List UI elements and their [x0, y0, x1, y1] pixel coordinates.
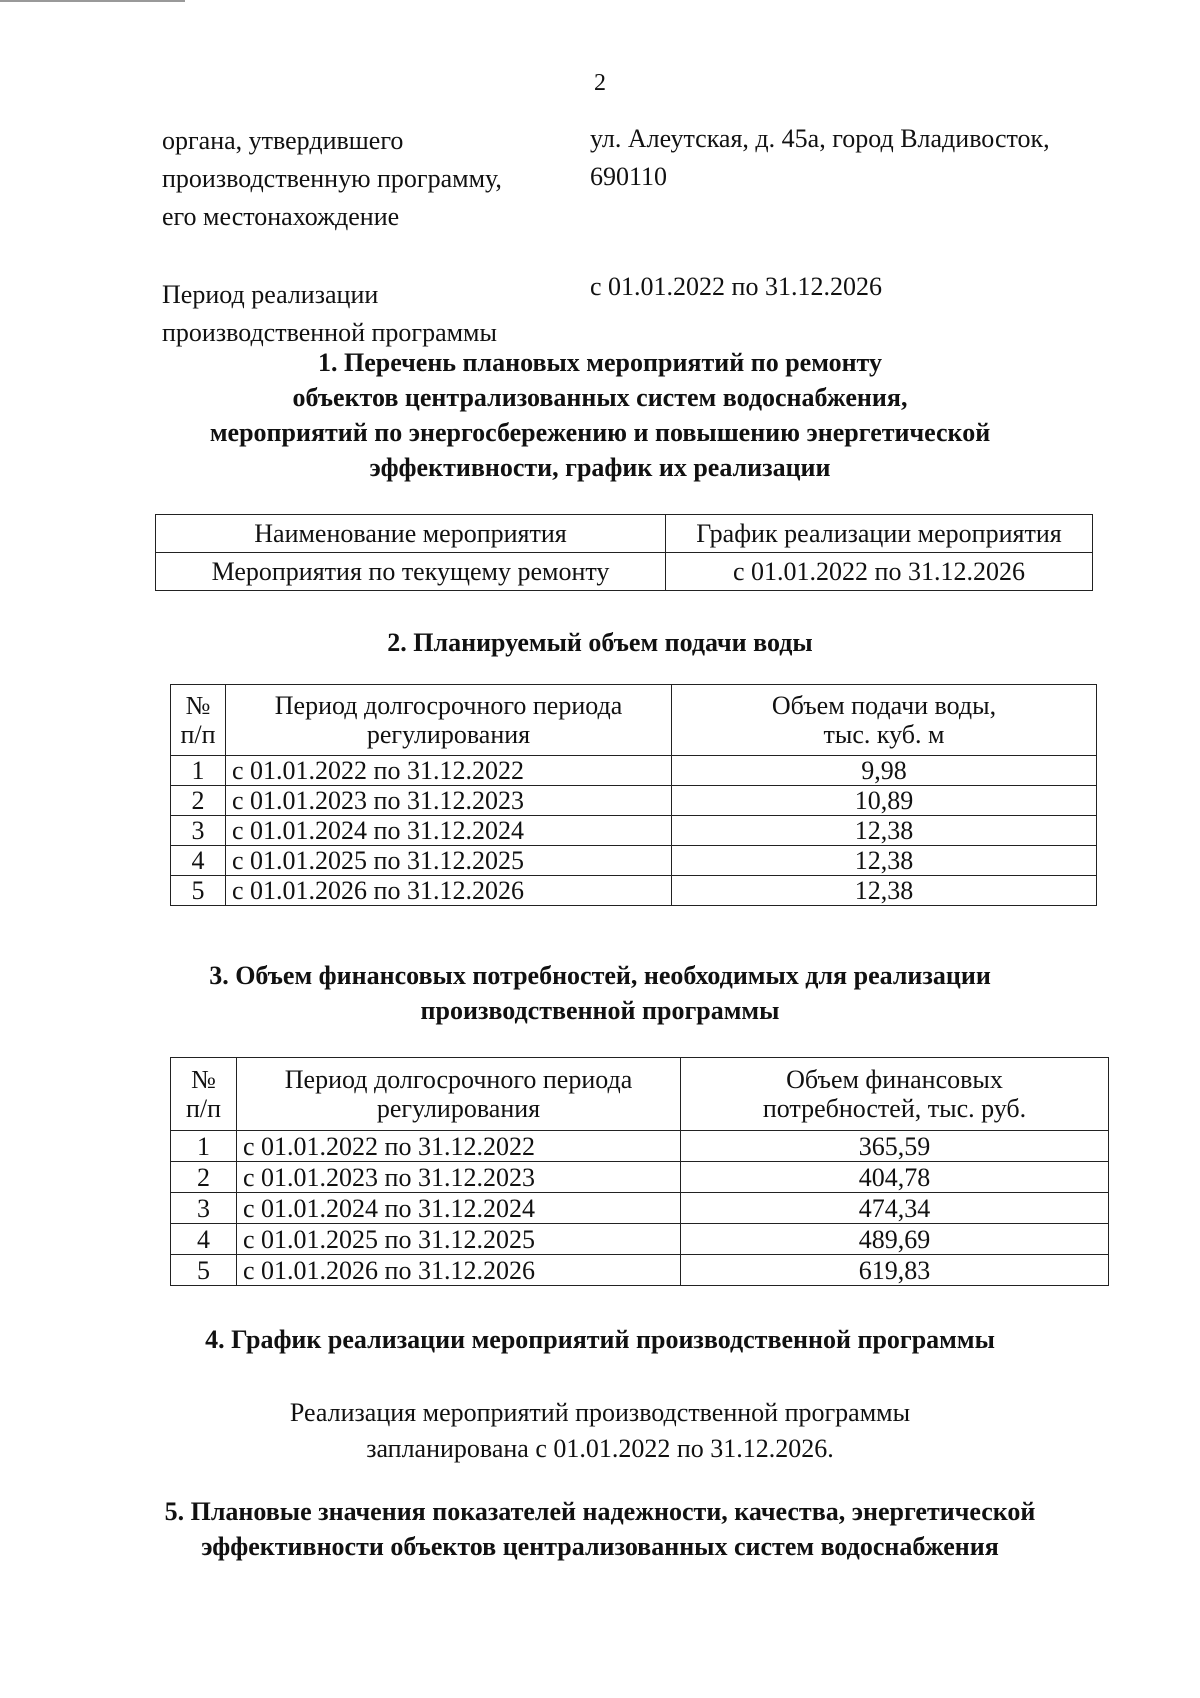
table-header-cell: График реализации мероприятия [666, 515, 1093, 553]
header-line: п/п [180, 720, 216, 749]
table-header-cell [672, 685, 1097, 756]
table-cell: 2 [171, 786, 226, 816]
section3-title-line: 3. Объем финансовых потребностей, необходимых для реализации [209, 961, 991, 990]
table-cell: 12,38 [672, 876, 1097, 906]
table-cell: с 01.01.2025 по 31.12.2025 [226, 846, 672, 876]
table-cell: 1 [171, 756, 226, 786]
table-header-row [156, 515, 1093, 553]
section5-title-line: 5. Плановые значения показателей надежности, качества, энергетической [164, 1497, 1036, 1526]
table-header-cell [237, 1058, 681, 1131]
table-cell: 489,69 [681, 1224, 1109, 1255]
header-line: п/п [185, 1094, 222, 1123]
authority-label-line: органа, утвердившего [162, 126, 404, 155]
period-label [162, 276, 562, 352]
table-cell: с 01.01.2024 по 31.12.2024 [237, 1193, 681, 1224]
scan-edge-mark [0, 0, 185, 2]
section1-table [155, 514, 1093, 591]
table-cell: 1 [171, 1131, 237, 1162]
table-cell: Мероприятия по текущему ремонту [156, 553, 666, 591]
section2-title: 2. Планируемый объем подачи воды [387, 628, 813, 657]
table-cell: с 01.01.2023 по 31.12.2023 [237, 1162, 681, 1193]
table-cell: 474,34 [681, 1193, 1109, 1224]
section1-title-line: 1. Перечень плановых мероприятий по ремонту [318, 348, 882, 377]
authority-label-line: производственную программу, [162, 164, 502, 193]
table-row [171, 816, 1097, 846]
authority-value-line: ул. Алеутская, д. 45а, город Владивосток, [590, 124, 1050, 153]
table-header-cell [171, 1058, 237, 1131]
table-header-row [171, 1058, 1109, 1131]
table-row [171, 1224, 1109, 1255]
section4-title: 4. График реализации мероприятий производственной программы [205, 1325, 995, 1354]
table-row [171, 846, 1097, 876]
table-cell: с 01.01.2026 по 31.12.2026 [226, 876, 672, 906]
period-label-line: производственной программы [162, 318, 497, 347]
table-cell: 12,38 [672, 816, 1097, 846]
table-row [171, 1255, 1109, 1286]
header-line: тыс. куб. м [823, 720, 945, 749]
table-cell: 10,89 [672, 786, 1097, 816]
authority-label-line: его местонахождение [162, 202, 400, 231]
table-cell: 4 [171, 846, 226, 876]
section4-text-line: Реализация мероприятий производственной программы [289, 1398, 911, 1427]
section3-table [170, 1057, 1109, 1286]
page-number: 2 [594, 70, 606, 96]
table-cell: с 01.01.2022 по 31.12.2022 [226, 756, 672, 786]
table-cell: с 01.01.2022 по 31.12.2026 [666, 553, 1093, 591]
table-cell: 4 [171, 1224, 237, 1255]
header-line: регулирования [376, 1094, 541, 1123]
table-cell: 404,78 [681, 1162, 1109, 1193]
section5-title-line: эффективности объектов централизованных систем водоснабжения [201, 1532, 999, 1561]
section3-title [0, 958, 1200, 1028]
section4-text [0, 1395, 1200, 1467]
section1-title-line: мероприятий по энергосбережению и повышению энергетической [209, 418, 991, 447]
section5-title [0, 1494, 1200, 1564]
section1-title [0, 345, 1200, 485]
header-line: Объем финансовых [786, 1065, 1003, 1094]
table-cell: с 01.01.2023 по 31.12.2023 [226, 786, 672, 816]
section4-text-line: запланирована с 01.01.2022 по 31.12.2026. [366, 1434, 834, 1463]
table-cell: 5 [171, 1255, 237, 1286]
period-value: с 01.01.2022 по 31.12.2026 [590, 272, 882, 301]
section1-title-line: эффективности, график их реализации [369, 453, 831, 482]
table-cell: 5 [171, 876, 226, 906]
table-row [156, 553, 1093, 591]
section2-table [170, 684, 1097, 906]
table-cell: 365,59 [681, 1131, 1109, 1162]
authority-value-line: 690110 [590, 162, 668, 191]
table-cell: 2 [171, 1162, 237, 1193]
table-cell: 3 [171, 816, 226, 846]
table-row [171, 756, 1097, 786]
table-header-row [171, 685, 1097, 756]
table-row [171, 786, 1097, 816]
table-cell: с 01.01.2024 по 31.12.2024 [226, 816, 672, 846]
header-line: регулирования [366, 720, 531, 749]
authority-value [590, 120, 1130, 196]
table-header-cell [681, 1058, 1109, 1131]
table-cell: с 01.01.2026 по 31.12.2026 [237, 1255, 681, 1286]
section1-title-line: объектов централизованных систем водоснабжения, [292, 383, 908, 412]
section3-title-line: производственной программы [420, 996, 780, 1025]
header-line: потребностей, тыс. руб. [762, 1094, 1027, 1123]
table-cell: с 01.01.2025 по 31.12.2025 [237, 1224, 681, 1255]
table-row [171, 1131, 1109, 1162]
table-header-cell: Наименование мероприятия [156, 515, 666, 553]
header-line: Период долгосрочного периода [274, 691, 623, 720]
table-cell: 9,98 [672, 756, 1097, 786]
header-line: Объем подачи воды, [771, 691, 997, 720]
table-header-cell [226, 685, 672, 756]
table-header-cell [171, 685, 226, 756]
header-line: № [191, 1065, 216, 1094]
table-cell: 619,83 [681, 1255, 1109, 1286]
table-row [171, 1162, 1109, 1193]
header-line: Период долгосрочного периода [284, 1065, 633, 1094]
table-row [171, 876, 1097, 906]
table-row [171, 1193, 1109, 1224]
table-cell: с 01.01.2022 по 31.12.2022 [237, 1131, 681, 1162]
period-label-line: Период реализации [162, 280, 379, 309]
authority-label [162, 122, 562, 236]
header-line: № [185, 691, 211, 720]
table-cell: 3 [171, 1193, 237, 1224]
table-cell: 12,38 [672, 846, 1097, 876]
